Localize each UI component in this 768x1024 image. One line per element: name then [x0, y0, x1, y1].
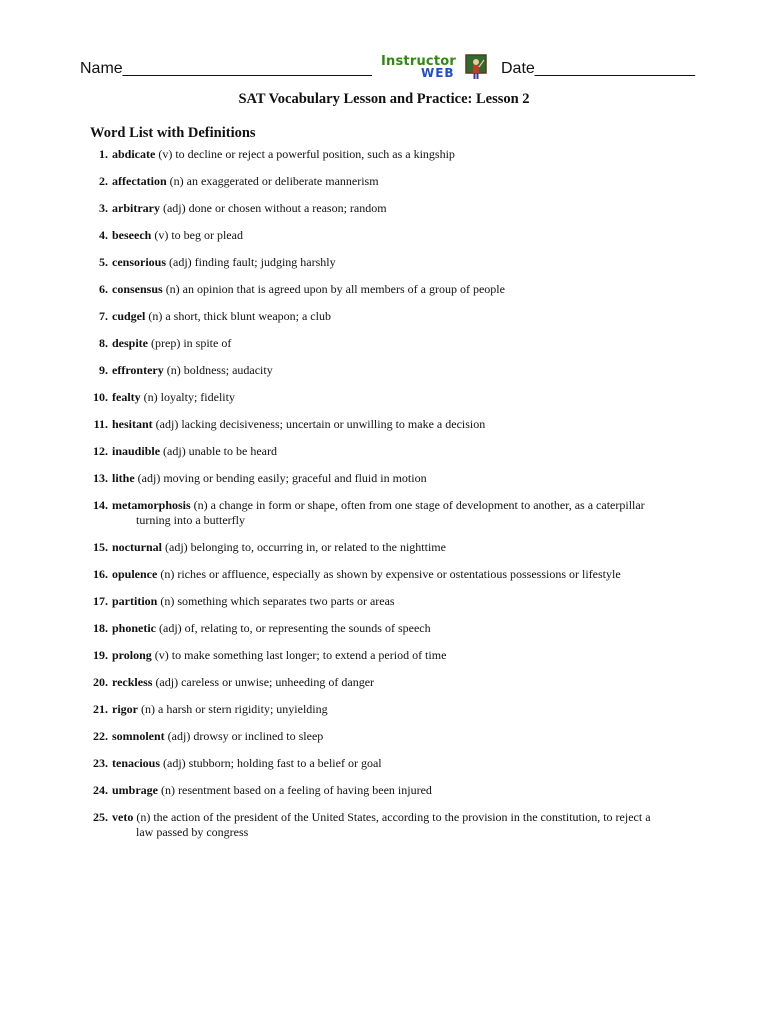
page-header [80, 54, 700, 88]
word-entry [0, 444, 768, 471]
definition: (adj) careless or unwise; unheeding of danger [152, 675, 375, 689]
teacher-at-board-icon [465, 54, 487, 80]
word-list [0, 147, 768, 852]
word-entry [0, 228, 768, 255]
entry-number: 19. [93, 648, 108, 662]
vocab-word: hesitant [112, 417, 153, 431]
vocab-word: arbitrary [112, 201, 160, 215]
word-entry [0, 810, 768, 852]
definition: (adj) drowsy or inclined to sleep [164, 729, 324, 743]
vocab-word: consensus [112, 282, 163, 296]
entry-text [112, 444, 682, 459]
definition: (adj) unable to be heard [160, 444, 277, 458]
entry-number: 8. [99, 336, 108, 350]
definition: (adj) finding fault; judging harshly [166, 255, 336, 269]
entry-number: 2. [99, 174, 108, 188]
vocab-word: prolong [112, 648, 152, 662]
vocab-word: metamorphosis [112, 498, 191, 512]
definition: (adj) stubborn; holding fast to a belief or goal [160, 756, 382, 770]
instructorweb-logo [381, 54, 489, 84]
definition: (n) something which separates two parts or areas [157, 594, 395, 608]
word-entry [0, 567, 768, 594]
vocab-word: nocturnal [112, 540, 163, 554]
entry-text [112, 621, 682, 636]
vocab-word: tenacious [112, 756, 160, 770]
entry-number: 13. [93, 471, 108, 485]
logo-text-web: WEB [421, 66, 455, 80]
entry-text [112, 810, 682, 840]
word-entry [0, 363, 768, 390]
word-entry [0, 675, 768, 702]
vocab-word: inaudible [112, 444, 161, 458]
definition: (v) to make something last longer; to extend a period of time [151, 648, 447, 662]
entry-number: 9. [99, 363, 108, 377]
vocab-word: affectation [112, 174, 167, 188]
word-entry [0, 729, 768, 756]
definition: (adj) of, relating to, or representing the sounds of speech [156, 621, 431, 635]
entry-text [112, 783, 682, 798]
word-entry [0, 498, 768, 540]
entry-text [112, 567, 682, 582]
word-entry [0, 540, 768, 567]
word-entry [0, 417, 768, 444]
entry-number: 11. [93, 417, 108, 431]
entry-text [112, 336, 682, 351]
vocab-word: reckless [112, 675, 153, 689]
entry-text [112, 702, 682, 717]
word-entry [0, 621, 768, 648]
definition: (prep) in spite of [148, 336, 232, 350]
word-entry [0, 282, 768, 309]
entry-number: 4. [99, 228, 108, 242]
vocab-word: opulence [112, 567, 158, 581]
entry-text [112, 282, 682, 297]
entry-text [112, 255, 682, 270]
word-entry [0, 648, 768, 675]
entry-number: 15. [93, 540, 108, 554]
word-entry [0, 594, 768, 621]
word-entry [0, 309, 768, 336]
definition-continued: turning into a butterfly [136, 513, 245, 527]
definition: (n) a harsh or stern rigidity; unyielding [138, 702, 328, 716]
definition: (adj) moving or bending easily; graceful and fluid in motion [134, 471, 427, 485]
entry-number: 21. [93, 702, 108, 716]
vocab-word: veto [112, 810, 134, 824]
entry-text [112, 201, 682, 216]
definition: (n) an exaggerated or deliberate mannerism [166, 174, 379, 188]
vocab-word: somnolent [112, 729, 165, 743]
entry-number: 10. [93, 390, 108, 404]
entry-number: 1. [99, 147, 108, 161]
entry-text [112, 498, 682, 528]
definition-continued: law passed by congress [136, 825, 249, 839]
page-title: SAT Vocabulary Lesson and Practice: Lesson 2 [238, 91, 530, 107]
entry-text [112, 648, 682, 663]
word-entry [0, 471, 768, 498]
entry-number: 16. [93, 567, 108, 581]
vocab-word: partition [112, 594, 158, 608]
word-entry [0, 174, 768, 201]
entry-number: 14. [93, 498, 108, 512]
date-field[interactable]: Date__________________ [501, 60, 695, 77]
entry-number: 24. [93, 783, 108, 797]
entry-number: 23. [93, 756, 108, 770]
entry-number: 20. [93, 675, 108, 689]
entry-number: 6. [99, 282, 108, 296]
definition: (n) a short, thick blunt weapon; a club [145, 309, 331, 323]
vocab-word: phonetic [112, 621, 157, 635]
entry-text [112, 540, 682, 555]
section-title: Word List with Definitions [90, 125, 256, 141]
word-entry [0, 783, 768, 810]
entry-text [112, 471, 682, 486]
definition: (n) riches or affluence, especially as shown by expensive or ostentatious possessions or lifestyle [157, 567, 621, 581]
entry-text [112, 729, 682, 744]
vocab-word: cudgel [112, 309, 146, 323]
vocab-word: beseech [112, 228, 152, 242]
entry-text [112, 228, 682, 243]
word-entry [0, 147, 768, 174]
entry-number: 3. [99, 201, 108, 215]
vocab-word: umbrage [112, 783, 158, 797]
definition: (n) the action of the president of the United States, according to the provision in the constitution, to reject a [133, 810, 651, 824]
entry-number: 7. [99, 309, 108, 323]
entry-text [112, 756, 682, 771]
word-entry [0, 702, 768, 729]
definition: (adj) lacking decisiveness; uncertain or unwilling to make a decision [152, 417, 486, 431]
definition: (n) a change in form or shape, often from one stage of development to another, as a caterpillar [190, 498, 645, 512]
entry-text [112, 417, 682, 432]
word-entry [0, 255, 768, 282]
entry-text [112, 309, 682, 324]
word-entry [0, 201, 768, 228]
definition: (n) loyalty; fidelity [140, 390, 235, 404]
entry-number: 17. [93, 594, 108, 608]
definition: (n) boldness; audacity [163, 363, 273, 377]
entry-number: 25. [93, 810, 108, 824]
entry-text [112, 390, 682, 405]
vocab-word: effrontery [112, 363, 164, 377]
entry-text [112, 147, 682, 162]
definition: (v) to decline or reject a powerful position, such as a kingship [155, 147, 455, 161]
logo-text-instructor: Instructor [381, 54, 456, 69]
entry-number: 5. [99, 255, 108, 269]
vocab-word: censorious [112, 255, 166, 269]
entry-text [112, 675, 682, 690]
definition: (n) an opinion that is agreed upon by all members of a group of people [162, 282, 505, 296]
word-entry [0, 756, 768, 783]
entry-text [112, 174, 682, 189]
entry-number: 18. [93, 621, 108, 635]
entry-text [112, 363, 682, 378]
entry-number: 12. [93, 444, 108, 458]
word-entry [0, 336, 768, 363]
vocab-word: fealty [112, 390, 141, 404]
definition: (v) to beg or plead [151, 228, 243, 242]
word-entry [0, 390, 768, 417]
definition: (adj) belonging to, occurring in, or related to the nighttime [162, 540, 446, 554]
vocab-word: lithe [112, 471, 135, 485]
vocab-word: despite [112, 336, 148, 350]
definition: (adj) done or chosen without a reason; random [159, 201, 387, 215]
name-field[interactable]: Name____________________________ [80, 60, 372, 77]
vocab-word: rigor [112, 702, 138, 716]
entry-number: 22. [93, 729, 108, 743]
entry-text [112, 594, 682, 609]
definition: (n) resentment based on a feeling of having been injured [158, 783, 432, 797]
vocab-word: abdicate [112, 147, 156, 161]
